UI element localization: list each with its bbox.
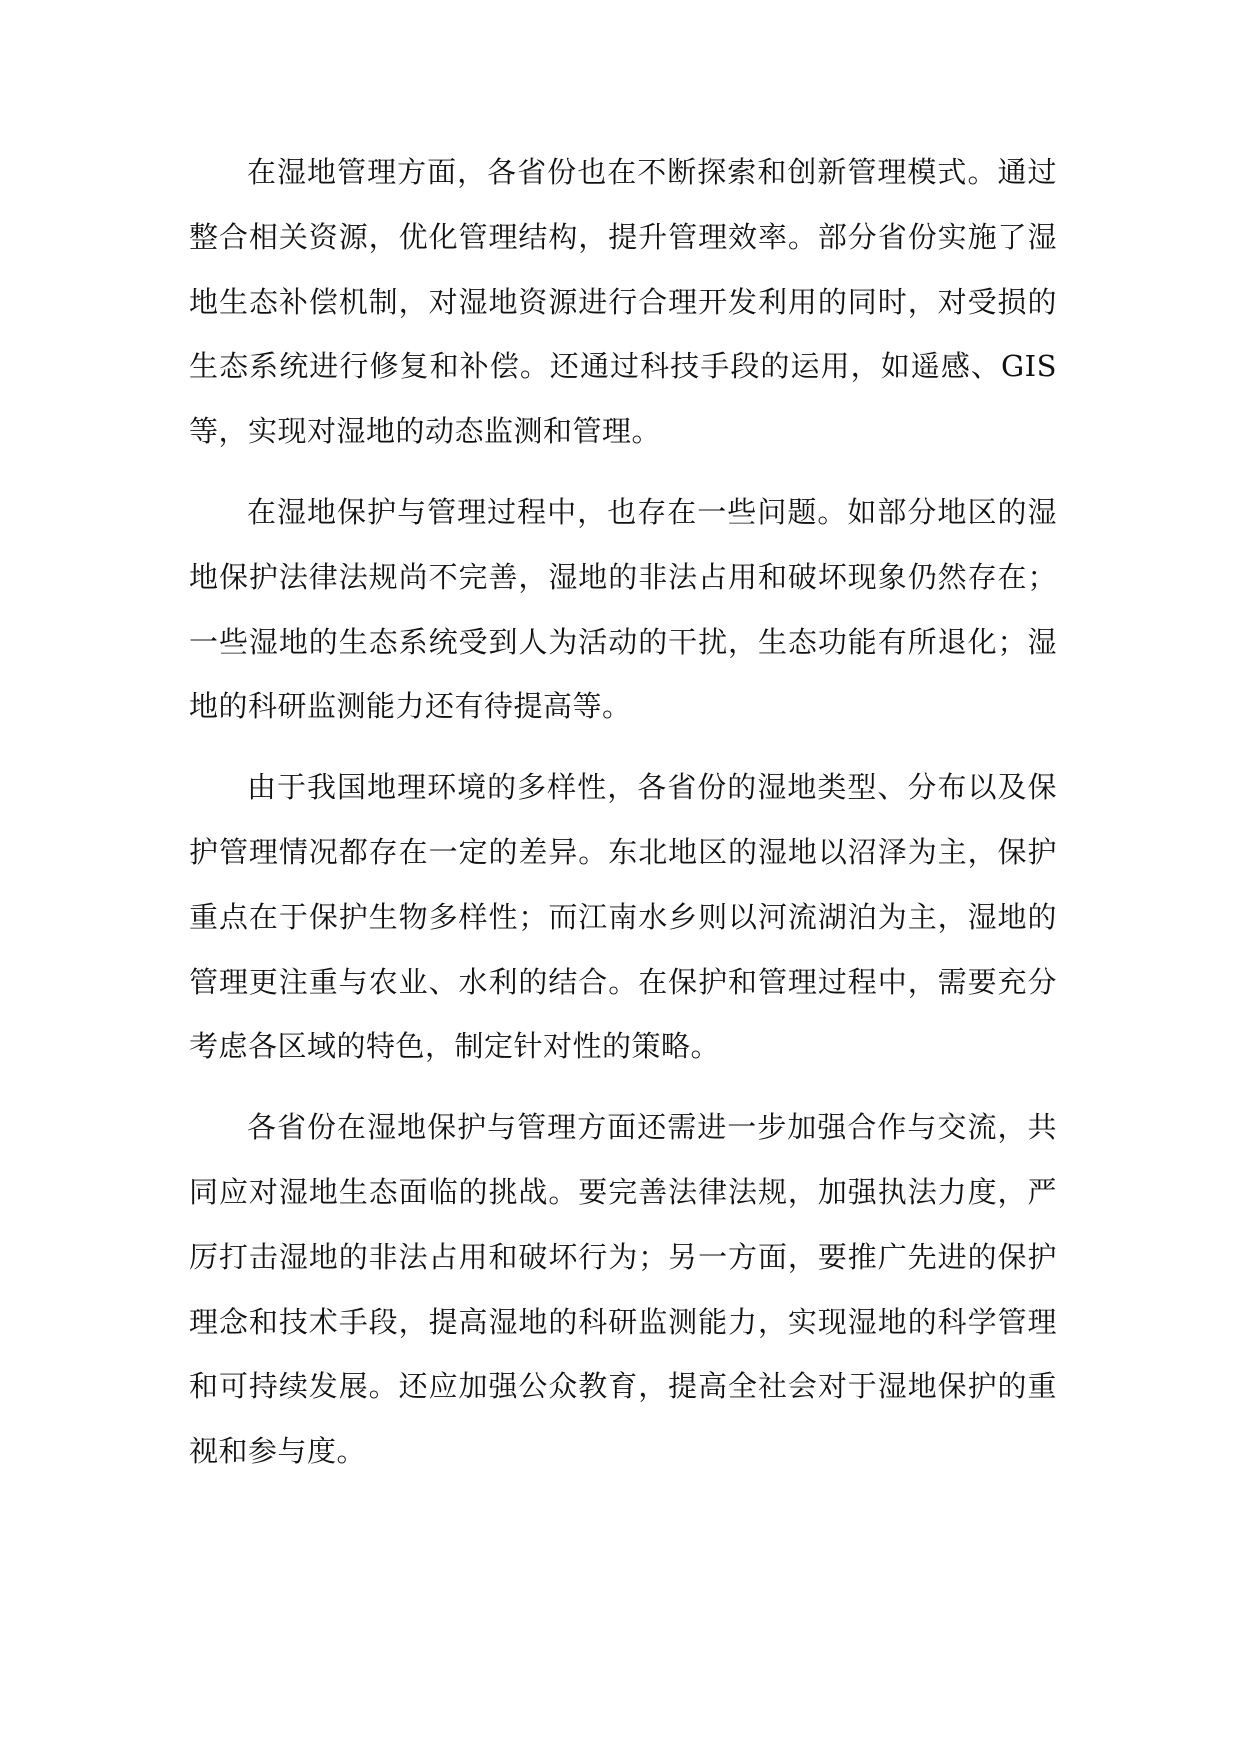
- paragraph-existing-problems: 在湿地保护与管理过程中，也存在一些问题。如部分地区的湿地保护法律法规尚不完善，湿地的非法占用和破坏现象仍然存在；一些湿地的生态系统受到人为活动的干扰，生态功能有所退化；湿地的科研监测能力还有待提高等。: [189, 494, 1057, 724]
- paragraph-wetland-management: 在湿地管理方面，各省份也在不断探索和创新管理模式。通过整合相关资源，优化管理结构，提升管理效率。部分省份实施了湿地生态补偿机制，对湿地资源进行合理开发利用的同时，对受损的生态系统进行修复和补偿。还通过科技手段的运用，如遥感、GIS 等，实现对湿地的动态监测和管理。: [189, 155, 1057, 449]
- paragraph-regional-differences: 由于我国地理环境的多样性，各省份的湿地类型、分布以及保护管理情况都存在一定的差异。东北地区的湿地以沼泽为主，保护重点在于保护生物多样性；而江南水乡则以河流湖泊为主，湿地的管理更注重与农业、水利的结合。在保护和管理过程中，需要充分考虑各区域的特色，制定针对性的策略。: [189, 770, 1057, 1064]
- paragraph-cooperation-outlook: 各省份在湿地保护与管理方面还需进一步加强合作与交流，共同应对湿地生态面临的挑战。要完善法律法规，加强执法力度，严厉打击湿地的非法占用和破坏行为；另一方面，要推广先进的保护理念和技术手段，提高湿地的科研监测能力，实现湿地的科学管理和可持续发展。还应加强公众教育，提高全社会对于湿地保护的重视和参与度。: [189, 1110, 1057, 1469]
- document-body: [189, 140, 1057, 1500]
